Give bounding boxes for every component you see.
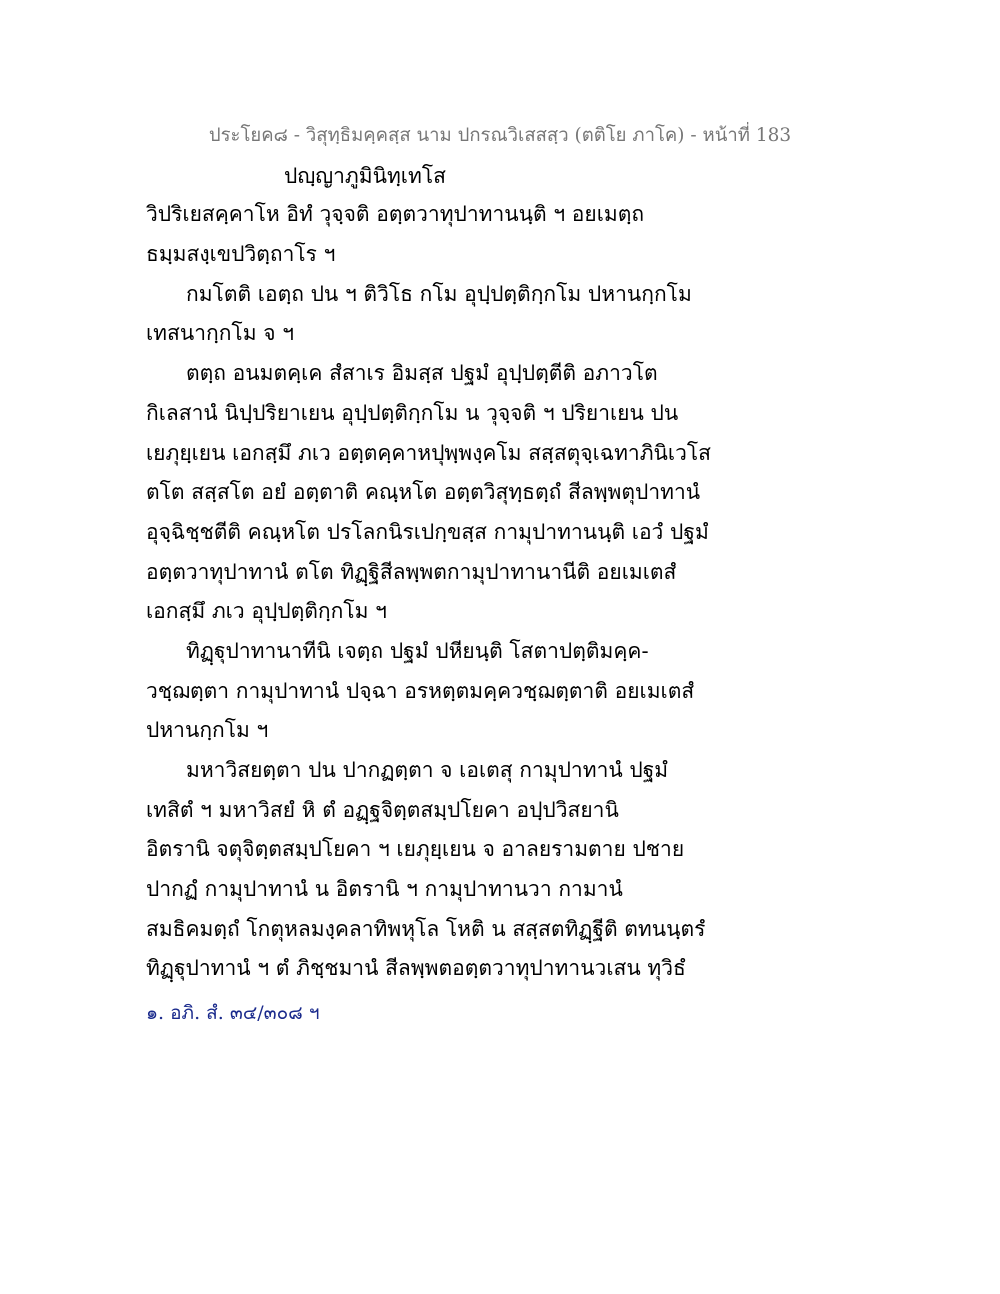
body-line: ปหานกฺกโม ฯ: [146, 718, 269, 742]
body-line: มหาวิสยตฺตา ปน ปากฏตฺตา จ เอเตสุ กามุปาทานํ ปฐมํ: [186, 758, 669, 782]
body-line: ทิฏฺฐุปาทานํ ฯ ตํ ภิชฺชมานํ สีลพฺพตอตฺตวาทุปาทานวเสน ทุวิธํ: [146, 956, 686, 980]
footnote: ๑. อภิ. สํ. ๓๔/๓๐๘ ฯ: [146, 1002, 320, 1024]
body-line: วชฺฌตฺตา กามุปาทานํ ปจฺฉา อรหตฺตมคฺควชฺฌตฺตาติ อยเมเตสํ: [146, 679, 695, 703]
body-line: วิปริเยสคฺคาโห อิทํ วุจฺจติ อตฺตวาทุปาทานนฺติ ฯ อยเมตฺถ: [146, 202, 645, 226]
body-line: สมธิคมตฺถํ โกตุหลมงฺคลาทิพหุโล โหติ น สสฺสตทิฏฺฐีติ ตทนนฺตรํ: [146, 917, 706, 941]
body-line: กิเลสานํ นิปฺปริยาเยน อุปฺปตฺติกฺกโม น วุจฺจติ ฯ ปริยาเยน ปน: [146, 401, 679, 425]
body-line: ธมฺมสงฺเขปวิตฺถาโร ฯ: [146, 242, 336, 266]
body-line: เทสนากฺกโม จ ฯ: [146, 321, 294, 345]
body-line: กมโตติ เอตฺถ ปน ฯ ติวิโธ กโม อุปฺปตฺติกฺกโม ปหานกฺกโม: [186, 282, 692, 306]
body-line: ปากฏํ กามุปาทานํ น อิตรานิ ฯ กามุปาทานวา กามานํ: [146, 877, 623, 901]
body-line: อิตรานิ จตุจิตฺตสมฺปโยคา ฯ เยภุยฺเยน จ อาลยรามตาย ปชาย: [146, 837, 685, 861]
body-line: เอกสฺมึ ภเว อุปฺปตฺติกฺกโม ฯ: [146, 599, 387, 623]
section-heading: ปญฺญาภูมินิทฺเทโส: [284, 164, 446, 188]
body-line: อตฺตวาทุปาทานํ ตโต ทิฏฺฐิสีลพฺพตกามุปาทานานีติ อยเมเตสํ: [146, 560, 677, 584]
body-line: ทิฏฺฐุปาทานาทีนิ เจตฺถ ปฐมํ ปหียนฺติ โสตาปตฺติมคฺค-: [186, 639, 649, 663]
body-line: เทสิตํ ฯ มหาวิสยํ หิ ตํ อฏฺฐจิตฺตสมฺปโยคา อปฺปวิสยานิ: [146, 798, 619, 822]
body-line: เยภุยฺเยน เอกสฺมึ ภเว อตฺตคฺคาหปุพฺพงฺคโม สสฺสตุจฺเฉทาภินิเวโส: [146, 441, 711, 465]
page-header: ประโยค๘ - วิสุทฺธิมคฺคสฺส นาม ปกรณวิเสสสฺว (ตติโย ภาโค) - หน้าที่ 183: [208, 125, 792, 146]
body-line: อุจฺฉิชฺชตีติ คณฺหโต ปรโลกนิรเปกฺขสฺส กามุปาทานนฺติ เอวํ ปฐมํ: [146, 520, 709, 544]
body-line: ตโต สสฺสโต อยํ อตฺตาติ คณฺหโต อตฺตวิสุทฺธตฺถํ สีลพฺพตุปาทานํ: [146, 480, 701, 504]
body-line: ตตฺถ อนมตคฺเค สํสาเร อิมสฺส ปฐมํ อุปฺปตฺตีติ อภาวโต: [186, 361, 658, 385]
